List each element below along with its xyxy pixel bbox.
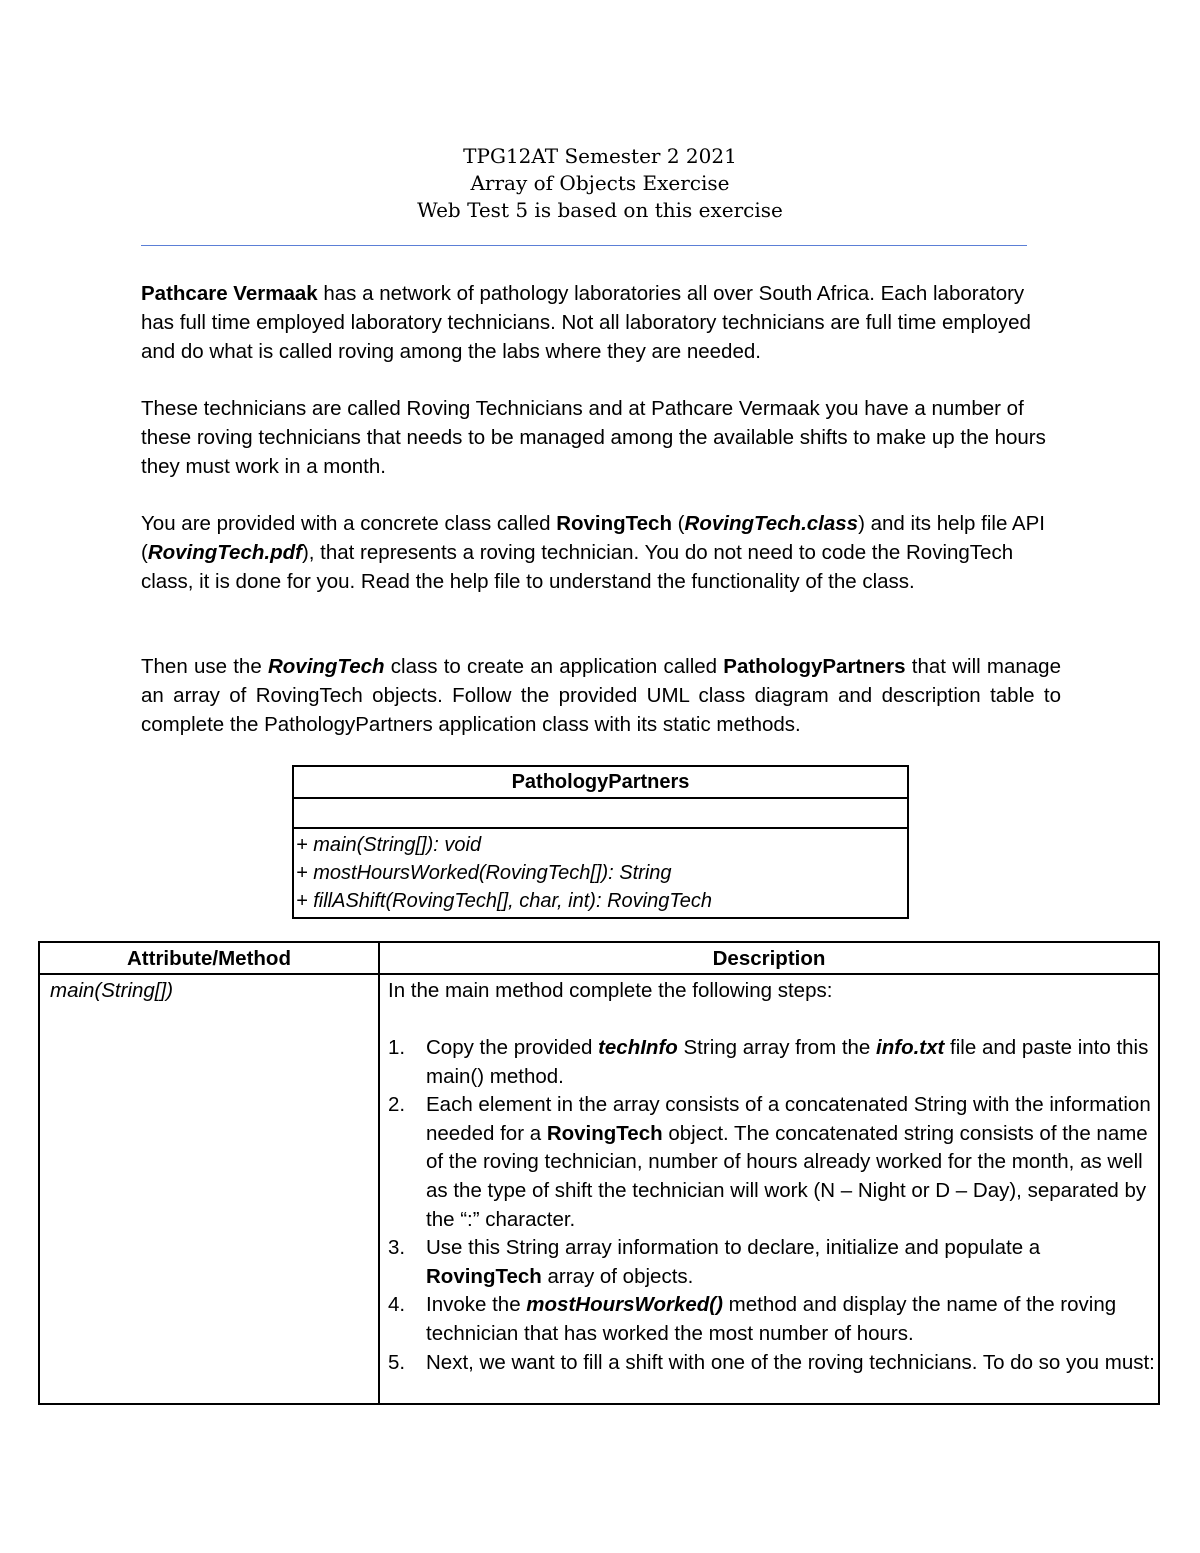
attribute-method-header: Attribute/Method bbox=[127, 947, 291, 970]
description-table bbox=[38, 941, 1160, 1405]
roving-paragraph: These technicians are called Roving Technicians and at Pathcare Vermaak you have a number of these roving technicians that needs to be managed among the available shifts to make up the hours they must work in a month. bbox=[141, 397, 1046, 478]
uml-method-fill-a-shift: + fillAShift(RovingTech[], char, int): RovingTech bbox=[296, 890, 712, 912]
text-span: Invoke the bbox=[426, 1293, 527, 1317]
text-span: object. The concatenated string consists of the name of the roving technician, number of hours already worked for the month, as well as the type of shift the technician will work (N – Night or D – Day), separated by the “:” character. bbox=[426, 1121, 1148, 1231]
method-name: mostHoursWorked() bbox=[526, 1293, 723, 1317]
company-name: Pathcare Vermaak bbox=[141, 282, 318, 305]
list-item bbox=[388, 1034, 1158, 1091]
main-method-intro: In the main method complete the following steps: bbox=[388, 979, 833, 1002]
uml-methods-section bbox=[294, 829, 907, 917]
provided-class-paragraph bbox=[141, 509, 1061, 596]
description-header: Description bbox=[712, 947, 826, 970]
course-title: TPG12AT Semester 2 2021 bbox=[463, 144, 737, 168]
text-span: ) and its help file API ( bbox=[141, 512, 1045, 564]
text-span: array of objects. bbox=[541, 1264, 694, 1288]
text-span: method and display the name of the roving technician that has worked the most number of hours. bbox=[426, 1293, 1117, 1345]
text-span: class to create an application called bbox=[384, 655, 724, 678]
text-span: You are provided with a concrete class called bbox=[141, 512, 557, 535]
list-item bbox=[388, 1349, 1158, 1378]
main-method-cell: main(String[]) bbox=[50, 979, 174, 1002]
class-name: RovingTech bbox=[267, 655, 385, 678]
uml-class-diagram bbox=[292, 765, 909, 919]
text-span: ), that represents a roving technician. You do not need to code the RovingTech class, it is done for you. Read the help file to understand the functionality of the class. bbox=[141, 541, 1014, 593]
step-number: 4. bbox=[388, 1293, 406, 1317]
uml-attributes-section bbox=[294, 799, 907, 829]
step-number: 2. bbox=[388, 1093, 406, 1117]
list-item bbox=[388, 1291, 1158, 1348]
step-number: 3. bbox=[388, 1236, 406, 1260]
class-name: RovingTech bbox=[426, 1264, 542, 1288]
list-item bbox=[388, 1234, 1158, 1291]
class-name: RovingTech bbox=[546, 1121, 663, 1145]
intro-paragraph bbox=[141, 279, 1061, 366]
pdf-file-name: RovingTech.pdf bbox=[147, 541, 302, 564]
text-span: ( bbox=[671, 512, 685, 535]
text-span: Copy the provided bbox=[426, 1036, 599, 1059]
web-test-note: Web Test 5 is based on this exercise bbox=[417, 198, 783, 222]
table-header-divider bbox=[40, 973, 1158, 975]
text-span: Next, we want to fill a shift with one of the roving technicians. To do so you must: bbox=[426, 1350, 1155, 1374]
intro-text: has a network of pathology laboratories all over South Africa. Each laboratory has full time employed laboratory technicians. Not all laboratory technicians are full time employed and do what is called roving among the labs where they are needed. bbox=[141, 282, 1031, 363]
text-span: Each element in the array consists of a concatenated String with the information needed for a bbox=[426, 1093, 1151, 1145]
text-span: Then use the bbox=[141, 655, 268, 678]
list-item bbox=[388, 1091, 1158, 1234]
document-header bbox=[0, 143, 1200, 224]
text-span: file and paste into this main() method. bbox=[426, 1036, 1149, 1088]
header-divider bbox=[141, 245, 1027, 246]
text-span: String array from the bbox=[677, 1036, 877, 1059]
tech-info-name: techInfo bbox=[598, 1036, 678, 1059]
uml-method-main: + main(String[]): void bbox=[296, 834, 482, 856]
application-name: PathologyPartners bbox=[723, 655, 906, 678]
table-column-divider bbox=[378, 943, 380, 1403]
uml-method-most-hours-worked: + mostHoursWorked(RovingTech[]): String bbox=[296, 862, 672, 884]
exercise-title: Array of Objects Exercise bbox=[470, 171, 730, 195]
text-span: Use this String array information to declare, initialize and populate a bbox=[426, 1236, 1041, 1260]
step-number: 1. bbox=[388, 1036, 406, 1059]
uml-class-name: PathologyPartners bbox=[294, 767, 907, 799]
text-span: that will manage an array of RovingTech objects. Follow the provided UML class diagram and description table to complete the PathologyPartners application class with its static methods. bbox=[141, 655, 1061, 736]
step-number: 5. bbox=[388, 1350, 406, 1374]
class-file-name: RovingTech.class bbox=[684, 512, 859, 535]
main-method-steps bbox=[388, 1034, 1158, 1377]
application-paragraph bbox=[141, 652, 1061, 739]
class-name: RovingTech bbox=[556, 512, 672, 535]
info-file-name: info.txt bbox=[876, 1036, 945, 1059]
